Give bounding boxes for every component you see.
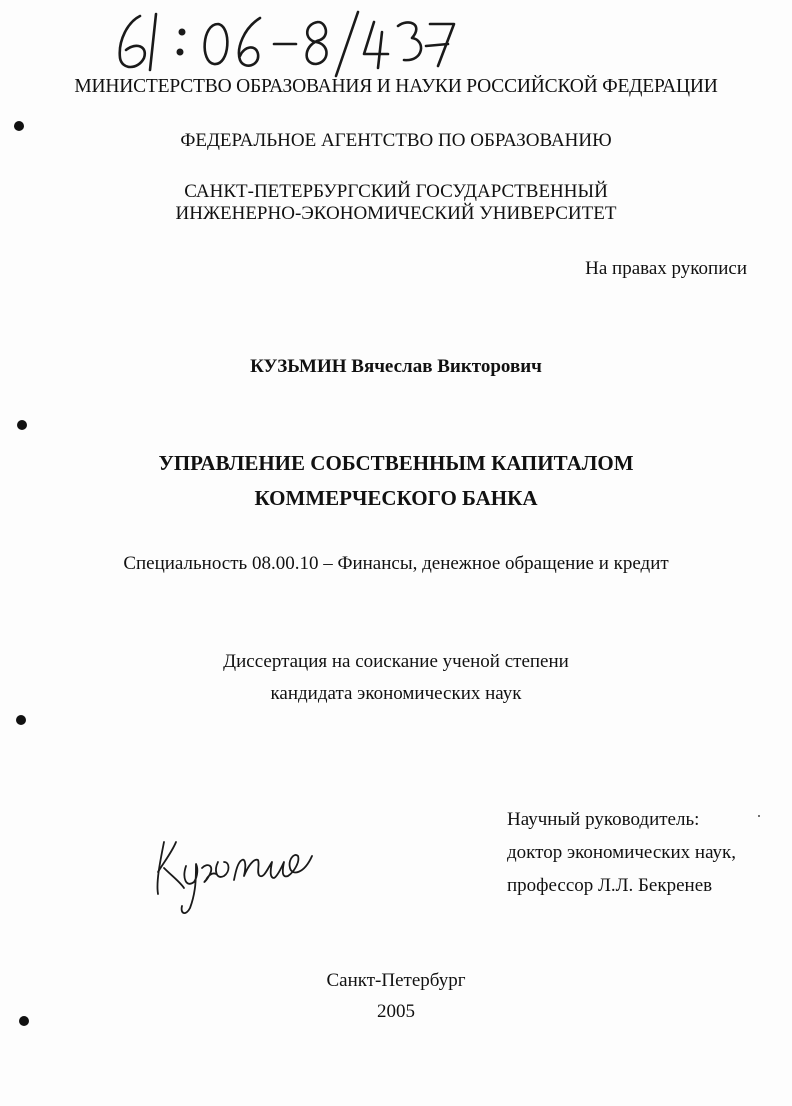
agency-heading: ФЕДЕРАЛЬНОЕ АГЕНТСТВО ПО ОБРАЗОВАНИЮ (180, 130, 612, 151)
author-name: КУЗЬМИН Вячеслав Викторович (250, 356, 542, 377)
ministry-heading: МИНИСТЕРСТВО ОБРАЗОВАНИЯ И НАУКИ РОССИЙСКОЙ ФЕДЕРАЦИИ (74, 76, 718, 97)
author-signature (150, 822, 320, 922)
dissertation-title-line2: КОММЕРЧЕСКОГО БАНКА (254, 486, 538, 510)
university-name-line1: САНКТ-ПЕТЕРБУРГСКИЙ ГОСУДАРСТВЕННЫЙ (184, 181, 608, 202)
binding-hole-mark (14, 121, 24, 131)
specialty-line: Специальность 08.00.10 – Финансы, денежное обращение и кредит (123, 553, 669, 574)
binding-hole-mark (16, 715, 26, 725)
dissertation-title-line1: УПРАВЛЕНИЕ СОБСТВЕННЫМ КАПИТАЛОМ (158, 451, 634, 475)
scan-speck (758, 815, 760, 817)
advisor-name: профессор Л.Л. Бекренев (507, 875, 713, 896)
binding-hole-mark (19, 1016, 29, 1026)
degree-line1: Диссертация на соискание ученой степени (223, 651, 569, 672)
handwritten-archive-number (108, 6, 458, 80)
advisor-label: Научный руководитель: (507, 809, 700, 830)
binding-hole-mark (17, 420, 27, 430)
manuscript-note: На правах рукописи (585, 258, 747, 279)
advisor-degree: доктор экономических наук, (507, 842, 737, 863)
year: 2005 (377, 1001, 415, 1022)
city: Санкт-Петербург (326, 970, 466, 991)
university-name-line2: ИНЖЕНЕРНО-ЭКОНОМИЧЕСКИЙ УНИВЕРСИТЕТ (175, 203, 617, 224)
degree-line2: кандидата экономических наук (270, 683, 522, 704)
